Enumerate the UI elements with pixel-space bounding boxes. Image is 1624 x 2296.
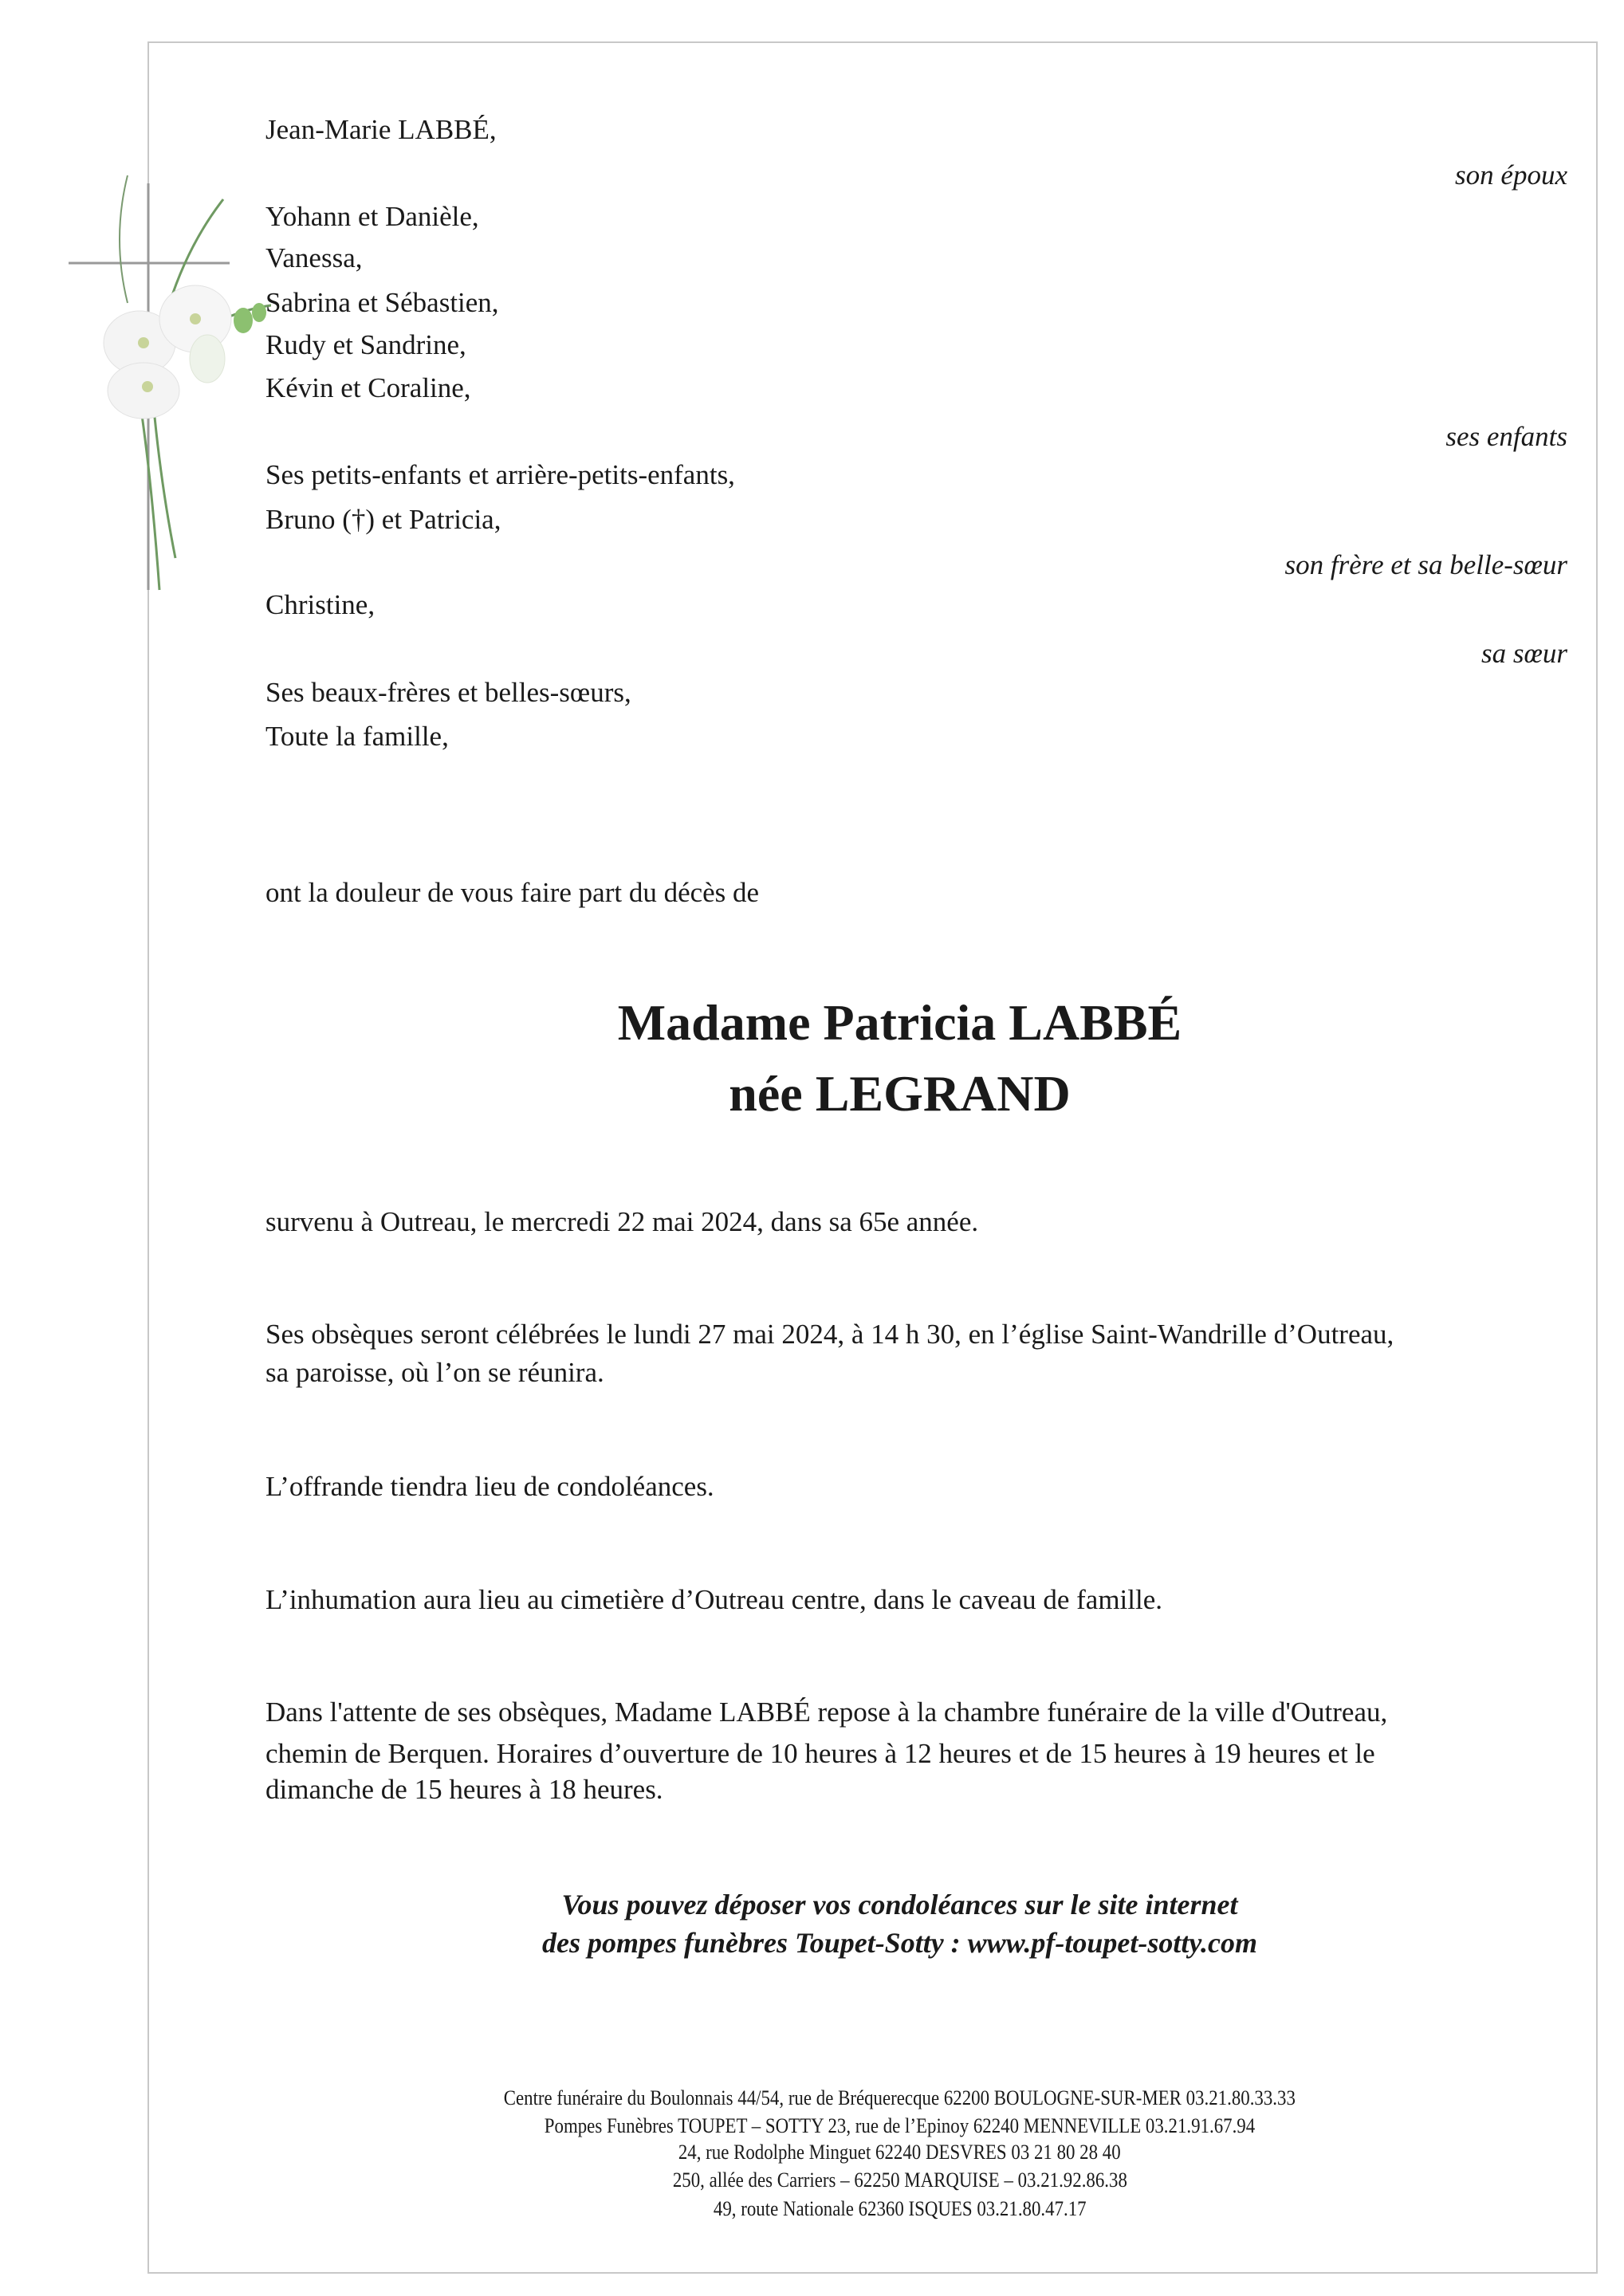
family-name-line: Sabrina et Sébastien, — [265, 287, 499, 318]
visitation-info-line: chemin de Berquen. Horaires d’ouverture de 10 heures à 12 heures et de 15 heures à 19 heures et le — [265, 1738, 1375, 1769]
family-name-line: Kévin et Coraline, — [265, 372, 471, 403]
footer-address-text: 24, rue Rodolphe Minguet 62240 DESVRES 03 21 80 28 40 — [678, 2141, 1121, 2164]
family-name-line: Jean-Marie LABBÉ, — [265, 114, 497, 145]
footer-address-text: 250, allée des Carriers – 62250 MARQUISE – 03.21.92.86.38 — [672, 2168, 1127, 2192]
footer-address-line — [88, 2140, 1624, 2165]
footer-address-text: Pompes Funèbres TOUPET – SOTTY 23, rue de l’Epinoy 62240 MENNEVILLE 03.21.91.67.94 — [544, 2114, 1256, 2137]
family-name-line: Ses beaux-frères et belles-sœurs, — [265, 677, 631, 708]
funeral-info-line: Ses obsèques seront célébrées le lundi 27 mai 2024, à 14 h 30, en l’église Saint-Wandrille d’Outreau, — [265, 1319, 1394, 1350]
condolences-website[interactable]: des pompes funèbres Toupet-Sotty : www.pf-toupet-sotty.com — [542, 1927, 1257, 1959]
deceased-name: Madame Patricia LABBÉ — [617, 994, 1182, 1051]
footer-address-line — [88, 2113, 1624, 2139]
family-name-line: Bruno (†) et Patricia, — [265, 504, 501, 535]
family-name-line: Yohann et Danièle, — [265, 201, 479, 232]
family-name-line: Christine, — [265, 589, 376, 620]
funeral-info-line: sa paroisse, où l’on se réunira. — [265, 1357, 604, 1388]
relation-label: son époux — [1455, 159, 1567, 191]
death-info: survenu à Outreau, le mercredi 22 mai 2024, dans sa 65e année. — [265, 1206, 979, 1237]
relation-label: son frère et sa belle-sœur — [1284, 549, 1567, 580]
burial-info: L’inhumation aura lieu au cimetière d’Outreau centre, dans le caveau de famille. — [265, 1584, 1163, 1615]
family-name-line: Vanessa, — [265, 242, 363, 273]
family-name-line: Rudy et Sandrine, — [265, 329, 466, 360]
footer-address-line — [88, 2168, 1624, 2193]
visitation-info-line: Dans l'attente de ses obsèques, Madame LABBÉ repose à la chambre funéraire de la ville d'Outreau, — [265, 1696, 1388, 1728]
family-name-line: Ses petits-enfants et arrière-petits-enfants, — [265, 459, 735, 490]
footer-address-text: Centre funéraire du Boulonnais 44/54, rue de Bréquerecque 62200 BOULOGNE-SUR-MER 03.21.80.33.33 — [503, 2086, 1296, 2109]
visitation-info-line: dimanche de 15 heures à 18 heures. — [265, 1774, 663, 1805]
deceased-maiden-name: née LEGRAND — [729, 1065, 1071, 1122]
condolences-note: Vous pouvez déposer vos condoléances sur le site internet — [561, 1889, 1238, 1921]
announcement-text: ont la douleur de vous faire part du décès de — [265, 877, 760, 908]
relation-label: ses enfants — [1445, 421, 1567, 452]
footer-address-text: 49, route Nationale 62360 ISQUES 03.21.80.47.17 — [713, 2197, 1087, 2220]
family-name-line: Toute la famille, — [265, 721, 449, 752]
offering-note: L’offrande tiendra lieu de condoléances. — [265, 1471, 714, 1502]
footer-address-line — [88, 2196, 1624, 2222]
cross-orchid-icon — [64, 175, 271, 606]
footer-address-line — [88, 2086, 1624, 2111]
relation-label: sa sœur — [1481, 638, 1567, 669]
